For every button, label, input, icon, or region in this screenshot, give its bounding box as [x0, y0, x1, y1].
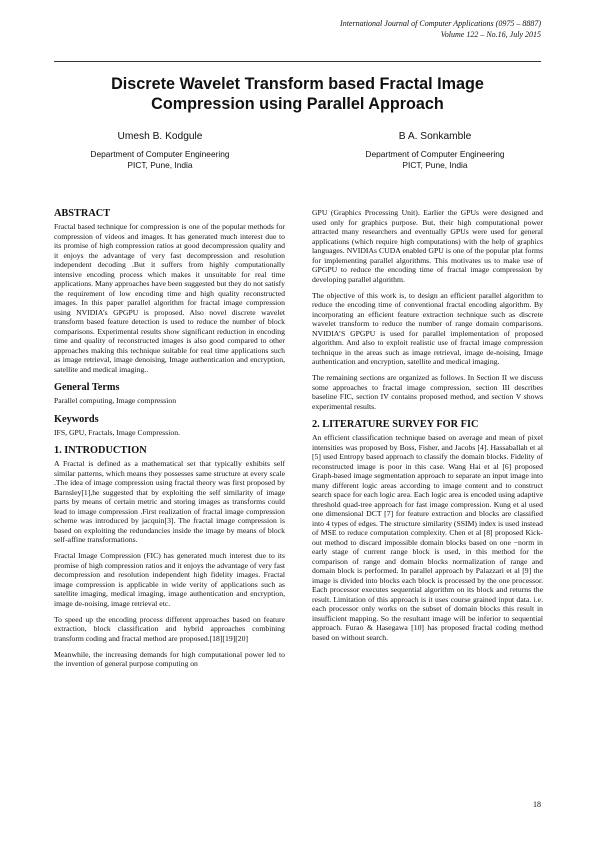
intro-paragraph: The objective of this work is, to design an efficient parallel algorithm to reduce the encoding time of conventional fractal encoding algorithm. By incorporating an efficient feature extraction technique such as discrete wavelet transform to reduce the number of range domain comparisons. NVIDIA’S GPGPU is used for parallel implementation of proposed algorithm. And also to exploit realistic use of fractal image compression technique in the areas such as image retrieval, image de-noising, Image authentication and encryption, satellite and medical imaging.: [312, 290, 543, 366]
journal-header: [340, 19, 541, 40]
journal-name: International Journal of Computer Applications (0975 – 8887): [340, 19, 541, 28]
author-name: Umesh B. Kodgule: [117, 131, 203, 142]
keywords-text: IFS, GPU, Fractals, Image Compression.: [54, 427, 180, 437]
author-name: B A. Sonkamble: [398, 131, 472, 142]
intro-paragraph: Meanwhile, the increasing demands for high computational power led to the invention of general purpose computing on: [54, 649, 285, 668]
keywords-heading: Keywords: [54, 413, 99, 425]
right-column: [312, 208, 543, 649]
title-line-2: Compression using Parallel Approach: [151, 95, 444, 113]
author-department: Department of Computer Engineering: [90, 149, 230, 159]
journal-volume: Volume 122 – No.16, July 2015: [440, 29, 541, 39]
left-column: [54, 208, 285, 675]
literature-survey-heading: 2. LITERATURE SURVEY FOR FIC: [312, 419, 479, 430]
author-institution: PICT, Pune, India: [402, 159, 468, 170]
header-rule: [54, 61, 541, 62]
abstract-heading: ABSTRACT: [54, 208, 111, 219]
intro-paragraph: To speed up the encoding process different approaches based on feature extraction, block classification and hybrid approaches combining transform coding and fractal method are proposed.[18][19][20]: [54, 614, 285, 643]
author-block-1: [40, 130, 280, 170]
intro-paragraph: The remaining sections are organized as follows. In Section II we discuss some approaches to fractal image compression, section III describes baseline FIC, section IV contains proposed method, and section V shows experimental results.: [312, 373, 543, 411]
author-institution: PICT, Pune, India: [127, 159, 193, 170]
page-number: 18: [533, 800, 541, 809]
author-block-2: [315, 130, 555, 170]
intro-paragraph: Fractal Image Compression (FIC) has generated much interest due to its promise of high compression ratios and it enjoys the advantage of very fast decompression and resolution independent high fidelity images. Fractal image compression is applicable in wide verity of applications such as satellite imaging, medical imaging, image authentication and encryption, image de-noising, image retrieval etc.: [54, 551, 285, 608]
paper-title: [54, 74, 541, 114]
intro-paragraph: A Fractal is defined as a mathematical set that typically exhibits self similar patterns, which means they possesses same structure at every scale .The idea of image compression using fractal theory was first proposed by Barnsley[1],he suggested that by exploiting the self similarity of image parts by means of certain metric and storing images as transforms could lead to image compression .First realization of fractal image compression scheme was introduced by jacquin[3]. The fractal image compression is based on exploiting the redundancies inside the image by means of block self-affine transformations.: [54, 459, 285, 544]
abstract-text: Fractal based technique for compression is one of the popular methods for compression of videos and images. It has generated much interest due to its promise of high compression ratios at good decompression quality and it enjoys the advantage of very fast decompression and resolution independent decoding .But it suffers from highly computationally intensive encoding process which makes it unsuitable for real time applications. Many approaches have been suggested but they do not satisfy the requirement of low encoding time and high quality reconstructed images. In this paper parallel algorithm for fractal image compression using NVIDIA’s GPGPU is proposed. Also novel discrete wavelet transform based feature detection is used to reduce the number of block comparisons. Experimental results show significant reduction in encoding time and quality of reconstructed images is also good compared to other approaches making this technique suitable for real time applications such as image retrieval, image denoising, Image authentication and encryption, satellite and medical imaging..: [54, 222, 285, 374]
intro-paragraph: GPU (Graphics Processing Unit). Earlier the GPUs were designed and used only for graphics purpose. But, their high computational power attracted many researchers and eventually GPUs were used for general applications (which require high computations) with the help of graphics languages. NVIDIAs CUDA enabled GPU is one of the popular plat forms for implementing parallel algorithms. This motivates us to make use of GPGPU to reduce the encoding time of fractal image compression by developing parallel algorithm.: [312, 208, 543, 284]
literature-paragraph: An efficient classification technique based on average and mean of pixel intensities was proposed by Boss, Fisher, and Jacobs [4]. Hassaballah et al [5] used Entropy based approach to classify the domain blocks. Fidelity of reconstructed image is poor in this case. Wang Hai et al [6] proposed Graph-based image segmentation approach to separate an input image into many different logic areas according to image content and to construct search space for each logic area. Each logic area is encoded using adaptive threshold quad-tree approach for fast image compression. Kung et al used one dimensional DCT [7] for feature extraction and blocks are classified into 4 types of edges. The structure similarity (SSIM) index is used instead of MSE to reduce computation complexity. Chen et al [8] proposed Kick-out method to discard impossible domain blocks based on one −norm in early stage of current range block is used, in this method for the comparison of range and domain blocks normalization of range and domain block is performed. In parallel approach by Palazzari et al [9] the image is divided into blocks each block is processed by the one processor. Each processor executes sequential algorithm on its block and returns the result. Limitation of this approach is it uses course grained input data. i.e. each processor only works on the subset of domain blocks this result in insufficient mapping. So the resultant image will be inferior to sequential approach. Furao & Hasegawa [10] has proposed fractal coding method based on without search.: [312, 433, 543, 642]
author-department: Department of Computer Engineering: [365, 149, 505, 159]
title-line-1: Discrete Wavelet Transform based Fractal Image: [111, 75, 484, 93]
introduction-heading: 1. INTRODUCTION: [54, 445, 147, 456]
general-terms-text: Parallel computing, Image compression: [54, 396, 177, 405]
general-terms-heading: General Terms: [54, 382, 120, 393]
